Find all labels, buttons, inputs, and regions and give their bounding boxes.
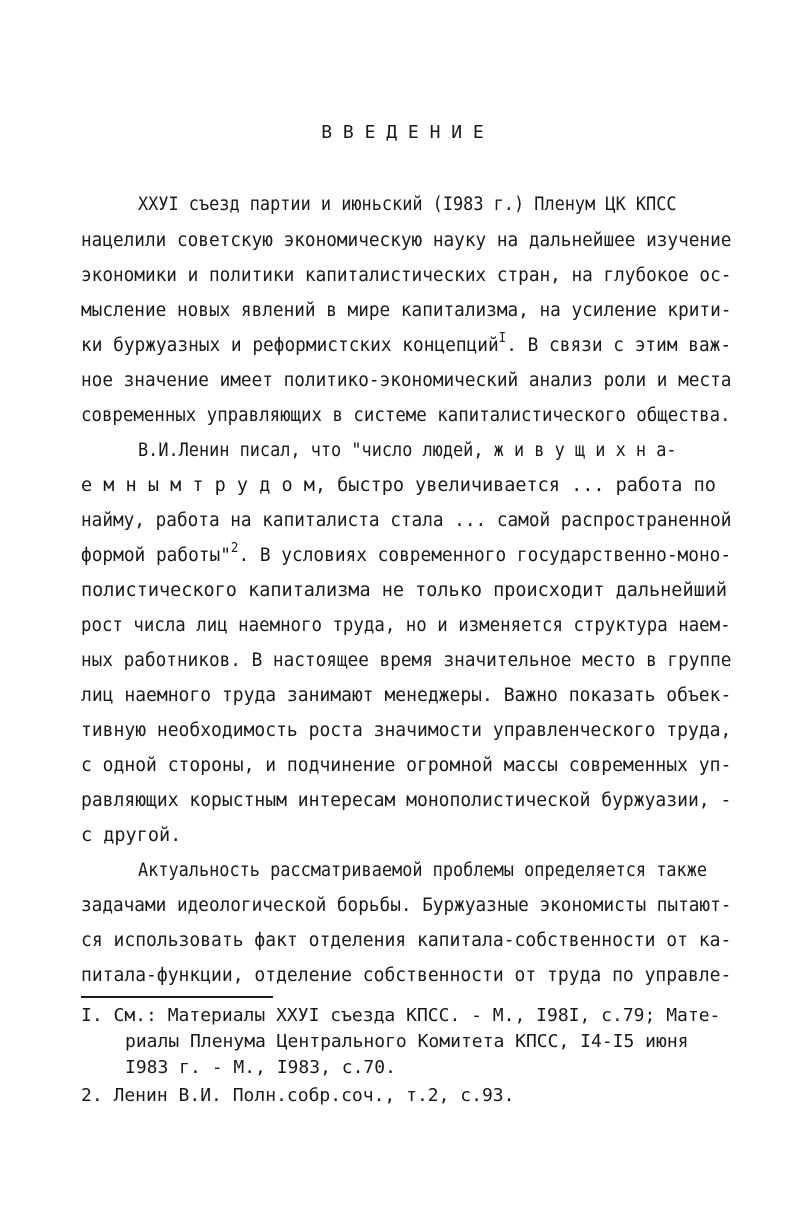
text-line: лиц наемного труда занимают менеджеры. Важно показать объек- xyxy=(81,685,732,706)
text-line: ся использовать факт отделения капитала-собственности от ка- xyxy=(81,930,732,951)
footnote-divider xyxy=(81,996,273,998)
text-line: с другой. xyxy=(81,825,182,846)
text-line: современных управляющих в системе капиталистического общества. xyxy=(81,405,731,426)
footnote-1-cont: I983 г. - М., I983, с.70. xyxy=(125,1057,396,1078)
text-line: формой работы"$^2$. В условиях современного государственно-моно- xyxy=(81,541,732,566)
text-line: Актуальность рассматриваемой проблемы определяется также xyxy=(138,860,708,881)
text-line: равляющих корыстным интересам монополистической буржуазии, - xyxy=(81,790,732,811)
text-line: питала-функции, отделение собственности от труда по управле- xyxy=(81,965,732,986)
text-line: ных работников. В настоящее время значительное место в группе xyxy=(81,650,732,671)
text-line: рост числа лиц наемного труда, но и изменяется структура наем- xyxy=(81,615,731,636)
footnote-1: I. См.: Материалы ХХУI съезда КПСС. - М., I98I, с.79; Мате- xyxy=(81,1005,721,1026)
text-line: задачами идеологической борьбы. Буржуазные экономисты пытают- xyxy=(81,895,732,916)
footnote-ref[interactable]: 2 xyxy=(230,541,239,556)
text-line: с одной стороны, и подчинение огромной массы современных уп- xyxy=(81,755,732,776)
text-line: ки буржуазных и реформистских концепций$^I$. В связи с этим важ- xyxy=(81,331,732,356)
text-line: тивную необходимость роста значимости управленческого труда, xyxy=(81,720,732,741)
text-line: экономики и политики капиталистических стран, на глубокое ос- xyxy=(81,265,732,286)
text-line: нацелили советскую экономическую науку на дальнейшее изучение xyxy=(81,230,732,251)
text-line: ное значение имеет политико-экономический анализ роли и места xyxy=(81,370,732,391)
text-line: полистического капитализма не только происходит дальнейший xyxy=(81,580,728,601)
section-title: В В Е Д Е Н И Е xyxy=(321,122,484,143)
footnote-ref[interactable]: I xyxy=(498,331,507,346)
text-line: В.И.Ленин писал, что "число людей, ж и в у щ и х н а- xyxy=(138,440,677,461)
footnote-1-cont: риалы Пленума Центрального Комитета КПСС, I4-I5 июня xyxy=(125,1031,689,1052)
footnote-2: 2. Ленин В.И. Полн.собр.соч., т.2, с.93. xyxy=(81,1085,515,1106)
text-line: мысление новых явлений в мире капитализма, на усиление крити- xyxy=(81,300,732,321)
text-line: е м н ы м т р у д о м, быстро увеличивается ... работа по xyxy=(81,475,716,496)
text-line: найму, работа на капиталиста стала ... самой распространенной xyxy=(81,510,732,531)
text-line: ХХУI съезд партии и июньский (I983 г.) Пленум ЦК КПСС xyxy=(138,194,677,215)
